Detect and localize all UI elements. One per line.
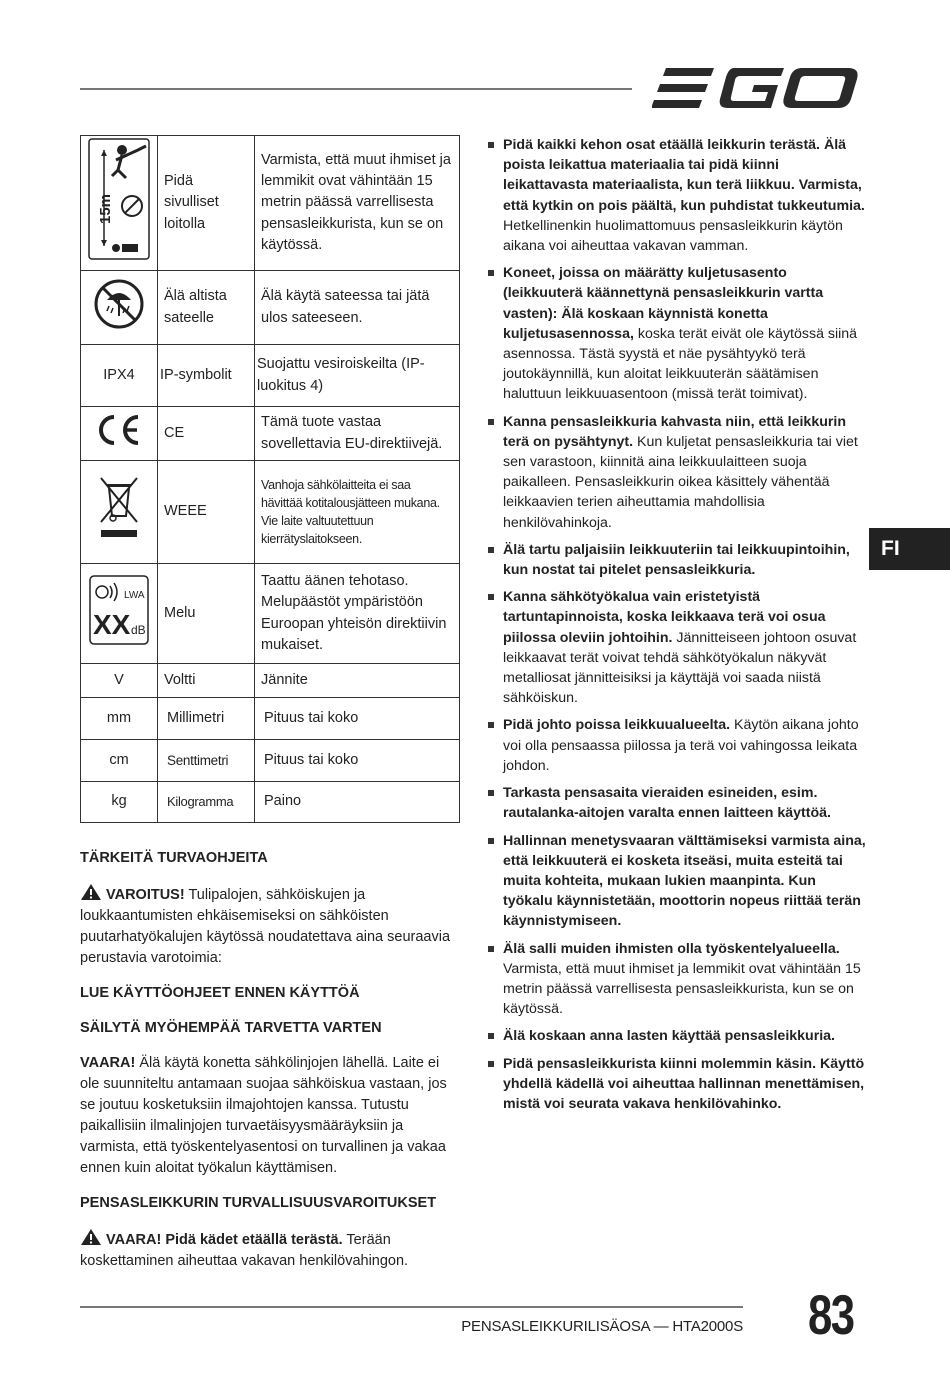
item-bold: Pidä pensasleikkurista kiinni molemmin käsin. Käyttö yhdellä kädellä voi aiheuttaa hallinnan menettämisen, mistä voi seurata vakava henkilövahinko. xyxy=(503,1055,865,1112)
list-item xyxy=(486,540,866,580)
weee-bin-icon xyxy=(97,474,141,542)
table-row xyxy=(81,740,460,782)
ego-logo xyxy=(652,66,860,112)
item-text: koska terät eivät ole käytössä siinä asennossa. Tästä syystä et näe pysähtyykö terä joutokäynnillä, kun aloitat leikkuuterän säätämisen haluttuun leikkuuasentoon (missä terät toimivat). xyxy=(503,325,858,403)
symbol-cell xyxy=(81,271,158,345)
list-item xyxy=(486,263,866,404)
table-row xyxy=(81,698,460,740)
item-text: Jännitteiseen johtoon osuvat leikkaavat terät voivat tehdä sähkötyökalun näkyvät metalliosat jännitteisiksi ja käyttäjä voi saada niistä sähköiskun. xyxy=(503,629,857,707)
symbol-text: kg xyxy=(81,782,158,823)
symbol-desc: Taattu äänen tehotaso. Melupäästöt ympäristöön Euroopan yhteisön direktiivin mukaiset. xyxy=(255,564,460,664)
no-rain-icon xyxy=(93,278,145,330)
item-bold: Pidä johto poissa leikkuualueelta. xyxy=(503,717,731,734)
item-text: Hetkellinenkin huolimattomuus pensasleikkurin käytön aikana voi aiheuttaa vakavan vamman. xyxy=(503,217,843,255)
item-bold: Pidä kaikki kehon osat etäällä leikkurin terästä. Älä poista leikattua materiaalia tai pidä kiinni leikattavasta materiaalista, kun terä liikkuu. Varmista, että kytkin on pois päältä, kun puhdistat tukkeutumia. xyxy=(503,137,865,214)
section-heading: LUE KÄYTTÖOHJEET ENNEN KÄYTTÖÄ xyxy=(80,985,360,1001)
symbol-name: IP-symbolit xyxy=(158,345,255,407)
symbol-name: Pidä sivulliset loitolla xyxy=(158,136,255,271)
language-tab: FI xyxy=(869,528,950,570)
item-text: Kun kuljetat pensasleikkuria tai viet sen varastoon, kiinnitä aina leikkuulaitteen suoja paikalleen. Pensasleikkurin oikea käsittely vähentää leikkaavien terien aiheuttamia mahdollisia henkilövahinkoja. xyxy=(503,433,858,531)
symbols-table xyxy=(80,135,460,823)
danger-paragraph xyxy=(80,1228,460,1272)
list-item xyxy=(486,587,866,708)
symbol-text: IPX4 xyxy=(81,345,158,407)
symbol-name: Kilogramma xyxy=(158,782,255,823)
list-item xyxy=(486,1026,866,1046)
symbol-name: Millimetri xyxy=(158,698,255,740)
item-bold: Älä tartu paljaisiin leikkuuteriin tai leikkuupintoihin, kun nostat tai pitelet pensasleikkuria. xyxy=(503,541,850,579)
page-number: 83 xyxy=(808,1283,854,1346)
svg-text:dB: dB xyxy=(131,622,146,637)
list-item xyxy=(486,412,866,533)
section-heading: TÄRKEITÄ TURVAOHJEITA xyxy=(80,850,268,866)
warning-paragraph xyxy=(80,883,460,969)
symbol-name: Voltti xyxy=(158,664,255,698)
symbol-cell xyxy=(81,136,158,271)
stay-away-15m-icon xyxy=(86,136,152,262)
symbol-name: WEEE xyxy=(158,461,255,564)
symbol-desc: Vanhoja sähkölaitteita ei saa hävittää kotitalousjätteen mukana. Vie laite valtuutettuun kierrätyslaitokseen. xyxy=(255,461,460,564)
warning-label: VAROITUS! xyxy=(106,887,185,903)
item-text: Varmista, että muut ihmiset ja lemmikit ovat vähintään 15 metrin päässä varrellisesta pensasleikkurista, kun se on käytössä. xyxy=(503,960,861,1018)
table-row xyxy=(81,271,460,345)
symbol-desc: Jännite xyxy=(255,664,460,698)
symbol-desc: Suojattu vesiroiskeilta (IP-luokitus 4) xyxy=(255,345,460,407)
symbol-desc: Pituus tai koko xyxy=(255,698,460,740)
list-item xyxy=(486,1054,866,1115)
table-row xyxy=(81,345,460,407)
item-bold: Koneet, joissa on määrätty kuljetusasento (leikkuuterä käännettynä pensasleikkurin vartta vasten): Älä koskaan käynnistä konetta kuljetusasennossa, xyxy=(503,265,824,342)
svg-text:LWA: LWA xyxy=(124,589,145,601)
warning-triangle-icon xyxy=(80,1228,102,1246)
item-bold: Hallinnan menetysvaaran välttämiseksi varmista aina, että leikkuuterä ei kosketa itseäsi, muita esteitä tai muita kohteita, mukaan lukien maanpinta. Kun työkalu käynnistetään, moottorin nopeus riittää terän käynnistymiseen. xyxy=(503,832,866,930)
ce-mark-icon xyxy=(94,413,144,447)
warning-text: Tulipalojen, sähköiskujen ja loukkaantumisten ehkäisemiseksi on sähköisten puutarhatyökalujen käytössä noudatettava aina seuraavia perustavia varotoimia: xyxy=(80,887,451,966)
list-item xyxy=(486,783,866,823)
item-bold: Kanna pensasleikkuria kahvasta niin, että leikkurin terä on pysähtynyt. xyxy=(503,413,847,450)
list-item xyxy=(486,831,866,932)
table-row xyxy=(81,136,460,271)
header-rule xyxy=(80,88,632,90)
item-bold: Kanna sähkötyökalua vain eristetyistä tartuntapinnoista, koska leikkaava terä voi osua piilossa oleviin johtoihin. xyxy=(503,589,826,646)
table-row xyxy=(81,564,460,664)
danger-bold: Pidä kädet etäällä terästä. xyxy=(161,1232,343,1248)
danger-label: VAARA! xyxy=(80,1055,136,1071)
symbol-name: Melu xyxy=(158,564,255,664)
item-bold: Älä koskaan anna lasten käyttää pensasleikkuria. xyxy=(503,1028,835,1045)
danger-text: Älä käytä konetta sähkölinjojen lähellä. Laite ei ole suunniteltu antamaan suojaa sähköiskua vastaan, jos se joutuu kosketuksiin ilmajohtojen kanssa. Tutustu paikallisiin ilmalinjojen turvaetäisyysmääräyksiin ja varmista, että työskentelyasentosi on turvallinen ja vakaa ennen kuin aloitat työkalun käyttämisen. xyxy=(80,1055,447,1176)
danger-label: VAARA! xyxy=(106,1232,162,1248)
table-row xyxy=(81,461,460,564)
safety-section xyxy=(80,848,460,1286)
symbol-name: Senttimetri xyxy=(158,740,255,782)
list-item xyxy=(486,939,866,1020)
symbol-desc: Varmista, että muut ihmiset ja lemmikit ovat vähintään 15 metrin päässä varrellisesta pensasleikkurista, kun se on käytössä. xyxy=(255,136,460,271)
section-heading: PENSASLEIKKURIN TURVALLISUUSVAROITUKSET xyxy=(80,1195,437,1211)
symbol-cell xyxy=(81,564,158,664)
footer-text: PENSASLEIKKURILISÄOSA — HTA2000S xyxy=(461,1318,743,1335)
symbol-name: Älä altista sateelle xyxy=(158,271,255,345)
svg-text:15m: 15m xyxy=(97,194,114,225)
symbol-text: cm xyxy=(81,740,158,782)
section-heading: SÄILYTÄ MYÖHEMPÄÄ TARVETTA VARTEN xyxy=(80,1020,382,1036)
symbol-desc: Pituus tai koko xyxy=(255,740,460,782)
warning-triangle-icon xyxy=(80,883,102,901)
list-item xyxy=(486,135,866,256)
item-bold: Älä salli muiden ihmisten olla työskentelyalueella. xyxy=(503,940,840,957)
footer-rule xyxy=(80,1306,743,1308)
item-text: Käytön aikana johto voi olla pensaassa piilossa ja terä voi vahingossa leikata johdon. xyxy=(503,717,859,774)
sound-power-icon xyxy=(88,574,150,646)
symbol-desc: Älä käytä sateessa tai jätä ulos sateeseen. xyxy=(255,271,460,345)
bullet-list xyxy=(486,135,866,1121)
list-item xyxy=(486,715,866,776)
symbol-text: mm xyxy=(81,698,158,740)
symbol-desc: Tämä tuote vastaa sovellettavia EU-direktiivejä. xyxy=(255,407,460,461)
table-row xyxy=(81,782,460,823)
danger-paragraph xyxy=(80,1053,460,1179)
table-row xyxy=(81,664,460,698)
table-row xyxy=(81,407,460,461)
danger-text: Terään koskettaminen aiheuttaa vakavan henkilövahingon. xyxy=(80,1232,409,1269)
symbol-name: CE xyxy=(158,407,255,461)
symbol-desc: Paino xyxy=(255,782,460,823)
svg-text:XX: XX xyxy=(93,608,131,640)
symbol-text: V xyxy=(81,664,158,698)
symbol-cell xyxy=(81,461,158,564)
item-bold: Tarkasta pensasaita vieraiden esineiden, esim. rautalanka-aitojen varalta ennen laitteen käyttöä. xyxy=(503,785,832,822)
symbol-cell xyxy=(81,407,158,461)
